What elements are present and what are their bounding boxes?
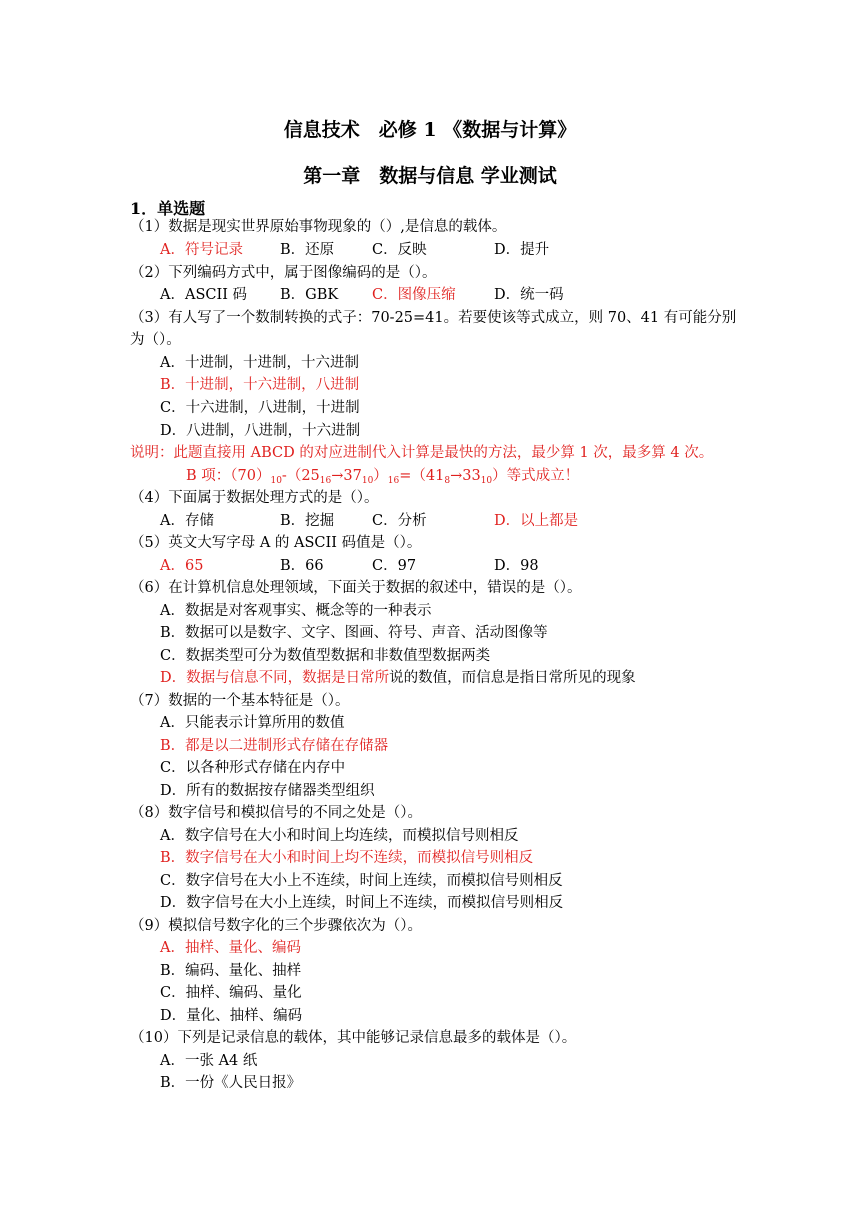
option-a: A．数字信号在大小和时间上均连续，而模拟信号则相反 xyxy=(160,828,519,844)
question-2-options xyxy=(160,284,564,306)
option-a: A．存储 xyxy=(160,513,214,529)
option-b: B．数据可以是数字、文字、图画、符号、声音、活动图像等 xyxy=(160,625,548,641)
explanation-note: 说明：此题直接用 ABCD 的对应进制代入计算是最快的方法，最少算 1 次，最多算 4 次。 xyxy=(130,445,714,461)
section-heading: 1．单选题 xyxy=(130,199,206,218)
option-a: A．抽样、量化、编码 xyxy=(160,940,301,956)
question-1: （1）数据是现实世界原始事物现象的（）,是信息的载体。 xyxy=(130,219,507,235)
option-a: A．数据是对客观事实、概念等的一种表示 xyxy=(160,603,432,619)
question-9: （9）模拟信号数字化的三个步骤依次为（）。 xyxy=(130,918,422,934)
option-b: B．数字信号在大小和时间上均不连续，而模拟信号则相反 xyxy=(160,850,534,866)
question-1-options xyxy=(160,239,550,261)
question-4-options xyxy=(160,510,579,532)
option-d: D．98 xyxy=(494,558,539,574)
option-b: B．GBK xyxy=(280,287,339,303)
chapter-title: 第一章 数据与信息 学业测试 xyxy=(303,165,557,187)
question-8: （8）数字信号和模拟信号的不同之处是（）。 xyxy=(130,805,422,821)
option-c: C．以各种形式存储在内存中 xyxy=(160,760,346,776)
option-c: C．抽样、编码、量化 xyxy=(160,985,302,1001)
option-d: D．以上都是 xyxy=(494,513,579,529)
option-c: C．分析 xyxy=(372,513,427,529)
option-b: B．66 xyxy=(280,558,324,574)
option-d: D．数字信号在大小上连续，时间上不连续，而模拟信号则相反 xyxy=(160,895,564,911)
option-a: A．只能表示计算所用的数值 xyxy=(160,715,345,731)
option-b: B．还原 xyxy=(280,242,335,258)
question-7: （7）数据的一个基本特征是（）。 xyxy=(130,693,350,709)
option-c: C．反映 xyxy=(372,242,427,258)
option-c: C．97 xyxy=(372,558,417,574)
option-a: A．ASCII 码 xyxy=(160,287,248,303)
option-d: D．提升 xyxy=(494,242,550,258)
option-d: D．八进制，八进制，十六进制 xyxy=(160,423,361,439)
option-a: A．65 xyxy=(160,558,204,574)
option-b: B．挖掘 xyxy=(280,513,335,529)
explanation-formula: B 项：$(70)_{10}-(25_{16}\to 37_{10})_{16}=(41_8\to 33_{10})$等式成立！ xyxy=(186,468,580,486)
option-b: B．编码、量化、抽样 xyxy=(160,963,302,979)
question-4: （4）下面属于数据处理方式的是（）。 xyxy=(130,490,379,506)
option-b: B．都是以二进制形式存储在存储器 xyxy=(160,738,389,754)
option-a: A．十进制，十进制，十六进制 xyxy=(160,355,359,371)
question-6: （6）在计算机信息处理领域，下面关于数据的叙述中，错误的是（）。 xyxy=(130,580,582,596)
question-5: （5）英文大写字母 A 的 ASCII 码值是（）。 xyxy=(130,535,422,551)
option-a: A．一张 A4 纸 xyxy=(160,1053,258,1069)
question-10: （10）下列是记录信息的载体，其中能够记录信息最多的载体是（）。 xyxy=(130,1030,577,1046)
option-c: C．十六进制，八进制，十进制 xyxy=(160,400,360,416)
option-b: B．十进制，十六进制，八进制 xyxy=(160,377,360,393)
question-5-options xyxy=(160,555,539,577)
option-d: D．数据与信息不同，数据是日常所说的数值，而信息是指日常所见的现象 xyxy=(160,670,636,686)
option-b: B．一份《人民日报》 xyxy=(160,1075,302,1091)
document-title: 信息技术 必修 1 《数据与计算》 xyxy=(283,119,577,141)
option-d: D．统一码 xyxy=(494,287,564,303)
question-3-line-2: 为（）。 xyxy=(130,332,181,348)
option-c: C．图像压缩 xyxy=(372,287,456,303)
option-d: D．量化、抽样、编码 xyxy=(160,1008,303,1024)
option-c: C．数据类型可分为数值型数据和非数值型数据两类 xyxy=(160,648,491,664)
option-d: D．所有的数据按存储器类型组织 xyxy=(160,783,375,799)
option-c: C．数字信号在大小上不连续，时间上连续，而模拟信号则相反 xyxy=(160,873,563,889)
question-3-line-1: （3）有人写了一个数制转换的式子：70-25=41。若要使该等式成立，则 70、41 有可能分别 xyxy=(130,310,737,326)
option-a: A．符号记录 xyxy=(160,242,243,258)
question-2: （2）下列编码方式中，属于图像编码的是（）。 xyxy=(130,265,437,281)
